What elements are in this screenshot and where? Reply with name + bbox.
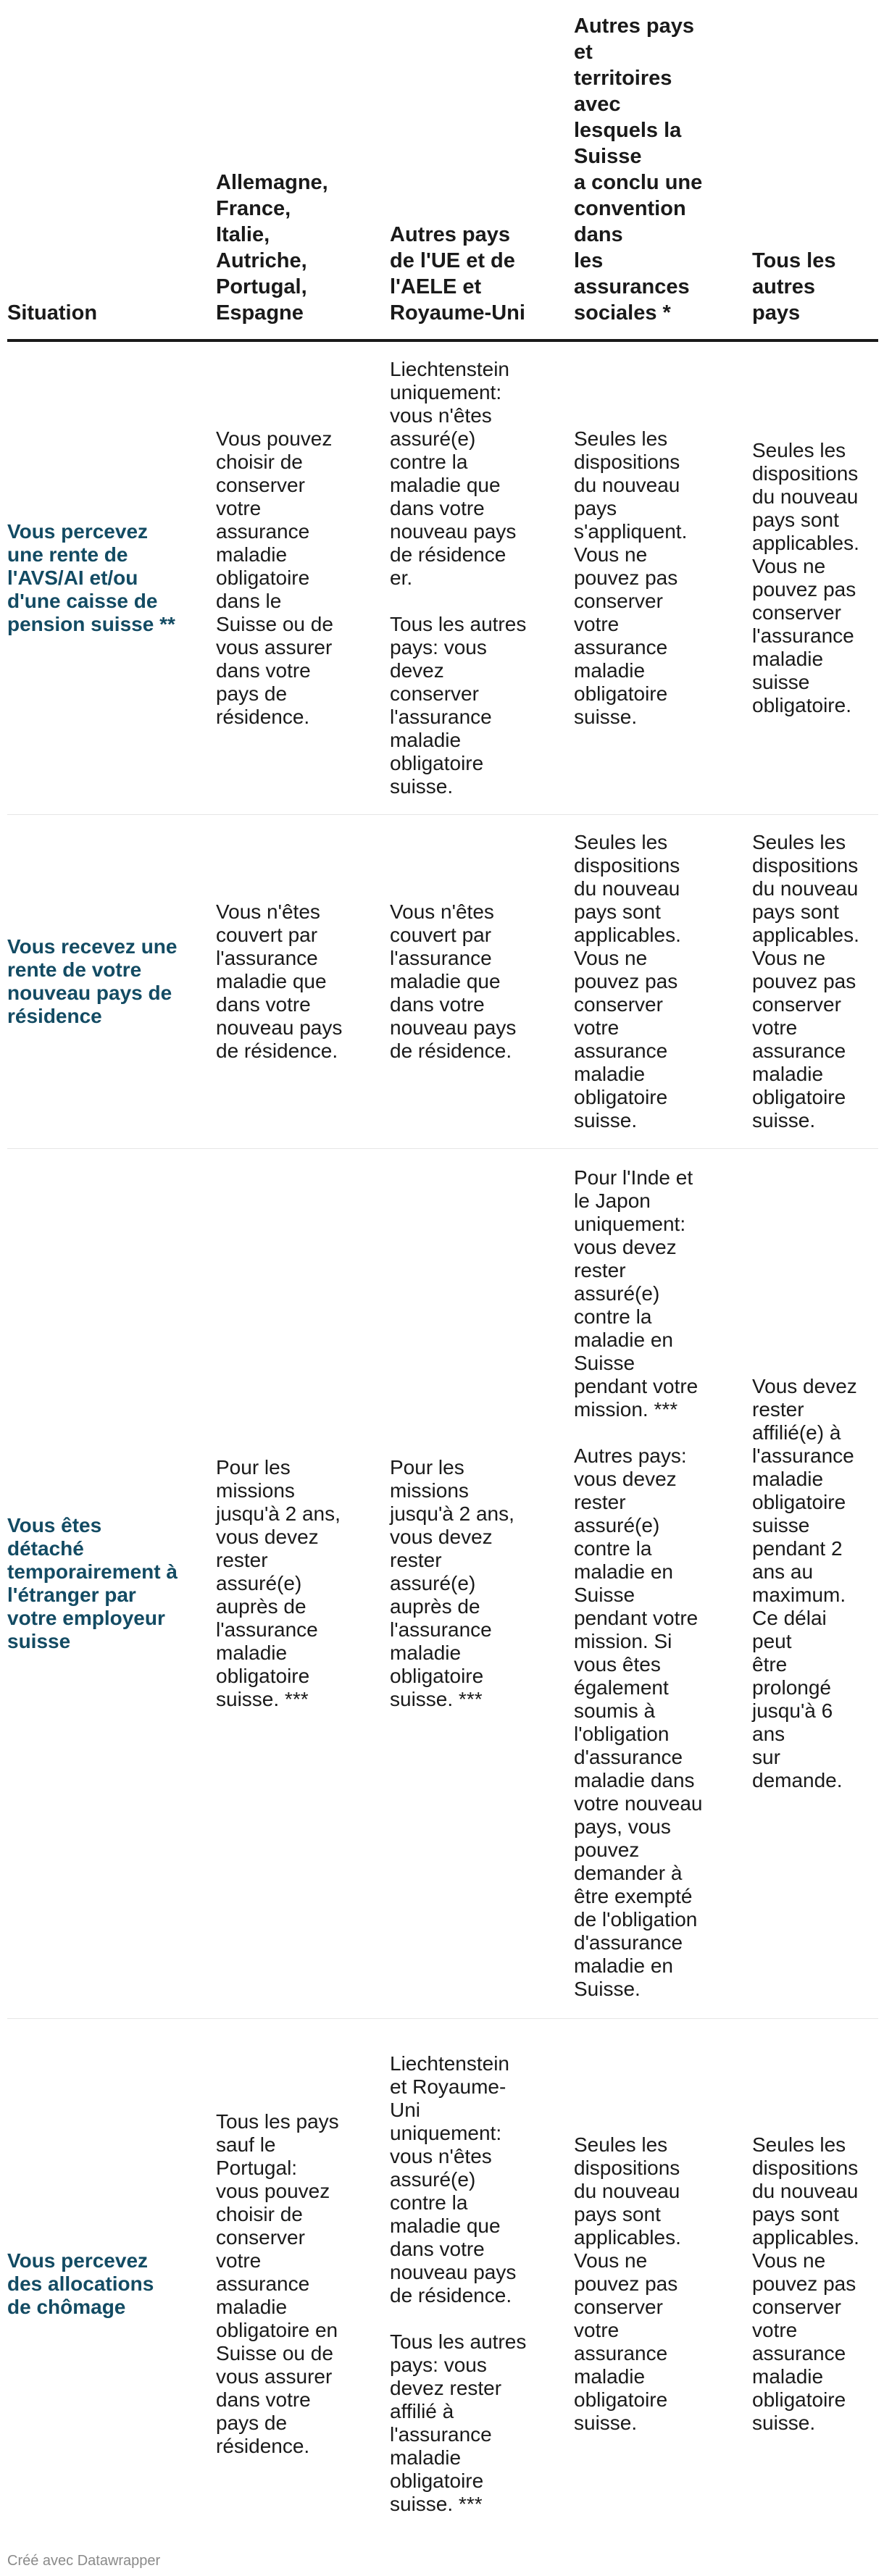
table-cell: Pour l'Inde et le Japon uniquement: vous devez rester assuré(e) contre la maladie en Suisse pendant votre mission. *** Autres pays: vous devez rester assuré(e) contre la maladie en Suisse pendant votre mission. Si vous êtes également soumis à l'obligation d'assurance maladie dans votre nouveau pays, vous pouvez demander à être exempté de l'obligation d'assurance maladie en Suisse. bbox=[574, 1149, 752, 2019]
table-cell: Pour les missions jusqu'à 2 ans, vous devez rester assuré(e) auprès de l'assurance maladie obligatoire suisse. *** bbox=[216, 1149, 390, 2019]
table-cell: Seules les dispositions du nouveau pays sont applicables. Vous ne pouvez pas conserver l'assurance maladie suisse obligatoire. bbox=[752, 340, 878, 815]
table-row bbox=[7, 2019, 878, 2550]
header-col-b[interactable]: Autres pays de l'UE et de l'AELE et Royaume-Uni bbox=[390, 0, 574, 340]
table-container bbox=[7, 0, 878, 2550]
table-cell: Vous n'êtes couvert par l'assurance maladie que dans votre nouveau pays de résidence. bbox=[216, 815, 390, 1149]
header-col-c[interactable]: Autres pays et territoires avec lesquels la Suisse a conclu une convention dans les assurances sociales * bbox=[574, 0, 752, 340]
table-cell: Seules les dispositions du nouveau pays sont applicables. Vous ne pouvez pas conserver votre assurance maladie obligatoire suisse. bbox=[752, 815, 878, 1149]
row-situation: Vous percevez des allocations de chômage bbox=[7, 2249, 154, 2319]
table-row bbox=[7, 815, 878, 1149]
table-body bbox=[7, 340, 878, 2550]
datawrapper-credit-link[interactable]: Créé avec Datawrapper bbox=[7, 2553, 161, 2569]
table-cell: Vous pouvez choisir de conserver votre assurance maladie obligatoire dans le Suisse ou de vous assurer dans votre pays de résidence. bbox=[216, 340, 390, 815]
table-cell: Pour les missions jusqu'à 2 ans, vous devez rester assuré(e) auprès de l'assurance maladie obligatoire suisse. *** bbox=[390, 1149, 574, 2019]
table-cell: Liechtenstein uniquement: vous n'êtes assuré(e) contre la maladie que dans votre nouveau pays de résidence er. Tous les autres pays: vous devez conserver l'assurance maladie obligatoire suisse. bbox=[390, 340, 574, 815]
row-situation: Vous percevez une rente de l'AVS/AI et/ou d'une caisse de pension suisse ** bbox=[7, 340, 216, 815]
table-cell: Vous devez rester affilié(e) à l'assurance maladie obligatoire suisse pendant 2 ans au maximum. Ce délai peut être prolongé jusqu'à 6 ans sur demande. bbox=[752, 1149, 878, 2019]
table-header bbox=[7, 0, 878, 340]
table-cell: Vous n'êtes couvert par l'assurance maladie que dans votre nouveau pays de résidence. bbox=[390, 815, 574, 1149]
header-row bbox=[7, 0, 878, 340]
row-situation: Vous êtes détaché temporairement à l'étranger par votre employeur suisse bbox=[7, 1149, 216, 2019]
header-col-d[interactable]: Tous les autres pays bbox=[752, 0, 878, 340]
table-cell: Liechtenstein et Royaume- Uni uniquement: vous n'êtes assuré(e) contre la maladie que dans votre nouveau pays de résidence. Tous les autres pays: vous devez rester affilié à l'assurance maladie obligatoire suisse. *** bbox=[390, 2052, 527, 2516]
header-situation[interactable]: Situation bbox=[7, 0, 216, 340]
table-cell: Seules les dispositions du nouveau pays s'appliquent. Vous ne pouvez pas conserver votre assurance maladie obligatoire suisse. bbox=[574, 340, 752, 815]
table-cell: Seules les dispositions du nouveau pays sont applicables. Vous ne pouvez pas conserver votre assurance maladie obligatoire suisse. bbox=[574, 2133, 681, 2435]
table-cell: Seules les dispositions du nouveau pays sont applicables. Vous ne pouvez pas conserver votre assurance maladie obligatoire suisse. bbox=[752, 2133, 859, 2435]
comparison-table bbox=[7, 0, 878, 2550]
row-situation: Vous recevez une rente de votre nouveau pays de résidence bbox=[7, 815, 216, 1149]
header-col-a[interactable]: Allemagne, France, Italie, Autriche, Portugal, Espagne bbox=[216, 0, 390, 340]
table-cell: Tous les pays sauf le Portugal: vous pouvez choisir de conserver votre assurance maladie obligatoire en Suisse ou de vous assurer dans votre pays de résidence. bbox=[216, 2110, 339, 2458]
table-cell: Seules les dispositions du nouveau pays sont applicables. Vous ne pouvez pas conserver votre assurance maladie obligatoire suisse. bbox=[574, 815, 752, 1149]
table-row bbox=[7, 340, 878, 815]
table-row bbox=[7, 1149, 878, 2019]
